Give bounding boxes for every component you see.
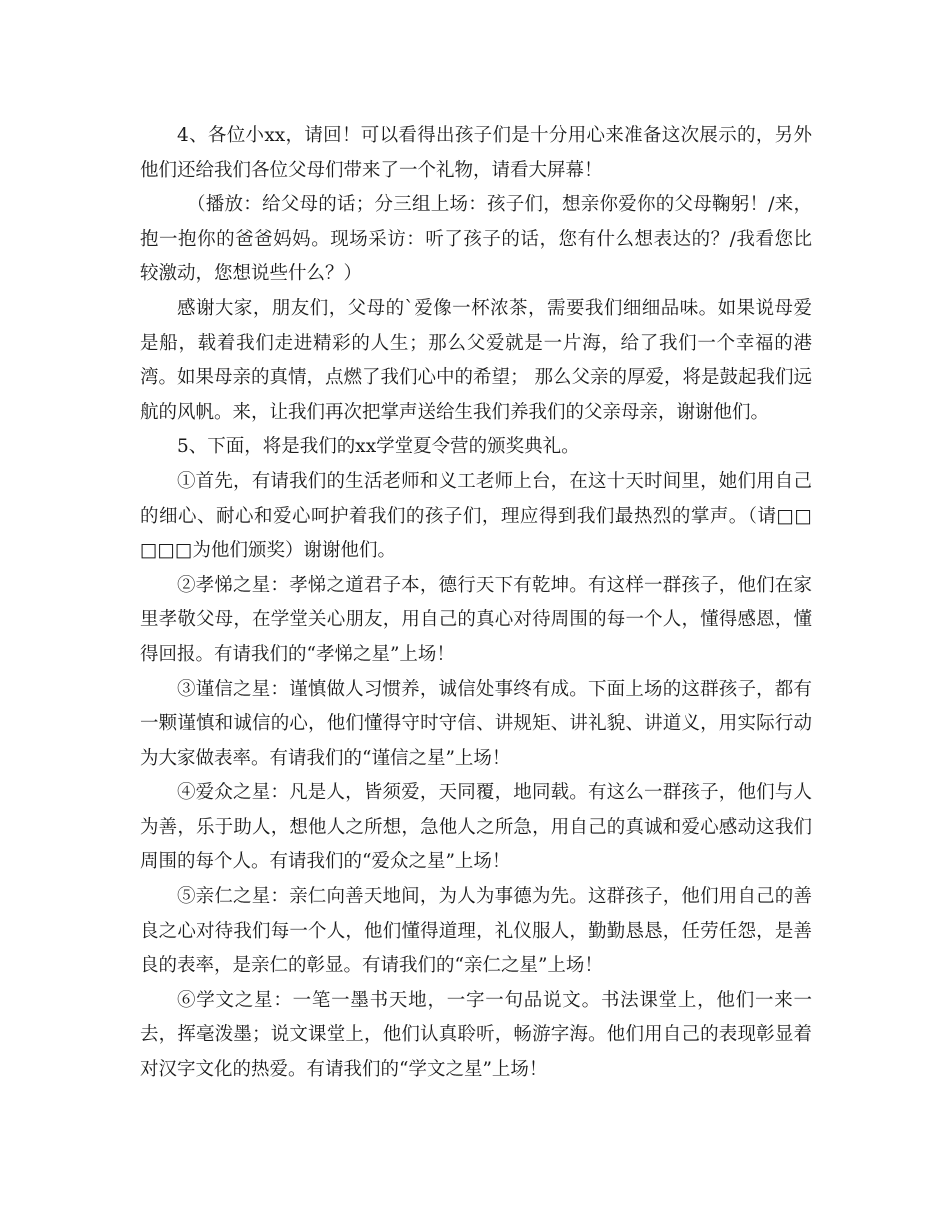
paragraph-award-aizhong: ④爱众之星：凡是人，皆须爱，天同覆，地同载。有这么一群孩子，他们与人为善，乐于助人，想他人之所想，急他人之所急，用自己的真诚和爱心感动这我们周围的每个人。有请我们的“爱众之星”上场！: [140, 782, 812, 873]
document-body: [140, 119, 812, 1088]
paragraph-award-xuewen: ⑥学文之星：一笔一墨书天地，一字一句品说文。书法课堂上，他们一来一去，挥毫泼墨；说文课堂上，他们认真聆听，畅游字海。他们用自己的表现彰显着对汉字文化的热爱。有请我们的“学文之星”上场！: [140, 989, 812, 1081]
paragraph-award-qinren: ⑤亲仁之星：亲仁向善天地间，为人为事德为先。这群孩子，他们用自己的善良之心对待我们每一个人，他们懂得道理，礼仪服人，勤勤恳恳，任劳任怨，是善良的表率，是亲仁的彰显。有请我们的“亲仁之星”上场！: [140, 886, 812, 977]
paragraph-thanks: 感谢大家，朋友们，父母的`爱像一杯浓茶，需要我们细细品味。如果说母爱是船，载着我们走进精彩的人生；那么父爱就是一片海，给了我们一个幸福的港湾。如果母亲的真情，点燃了我们心中的希望； 那么父亲的厚爱，将是鼓起我们远航的风帆。来，让我们再次把掌声送给生我们养我们的父亲母亲，谢谢他们。: [140, 297, 812, 423]
paragraph-award-jinxin: ③谨信之星：谨慎做人习惯养，诚信处事终有成。下面上场的这群孩子，都有一颗谨慎和诚信的心，他们懂得守时守信、讲规矩、讲礼貌、讲道义，用实际行动为大家做表率。有请我们的“谨信之星”上场！: [140, 678, 812, 769]
paragraph-award-xiaoti: ②孝悌之星：孝悌之道君子本，德行天下有乾坤。有这样一群孩子，他们在家里孝敬父母，在学堂关心朋友，用自己的真心对待周围的每一个人，懂得感恩，懂得回报。有请我们的“孝悌之星”上场！: [140, 574, 812, 665]
paragraph-award-teachers: ①首先，有请我们的生活老师和义工老师上台，在这十天时间里，她们用自己的细心、耐心和爱心呵护着我们的孩子们，理应得到我们最热烈的掌声。（请□□□□□为他们颁奖）谢谢他们。: [140, 470, 812, 562]
paragraph-playback-note: （播放：给父母的话；分三组上场：孩子们，想亲你爱你的父母鞠躬！/来，抱一抱你的爸爸妈妈。现场采访：听了孩子的话，您有什么想表达的？/我看您比较激动，您想说些什么？）: [140, 194, 812, 285]
paragraph-item-4: 4、各位小xx，请回！可以看得出孩子们是十分用心来准备这次展示的，另外他们还给我们各位父母们带来了一个礼物，请看大屏幕！: [140, 125, 812, 181]
paragraph-item-5: 5、下面，将是我们的xx学堂夏令营的颁奖典礼。: [177, 436, 580, 458]
